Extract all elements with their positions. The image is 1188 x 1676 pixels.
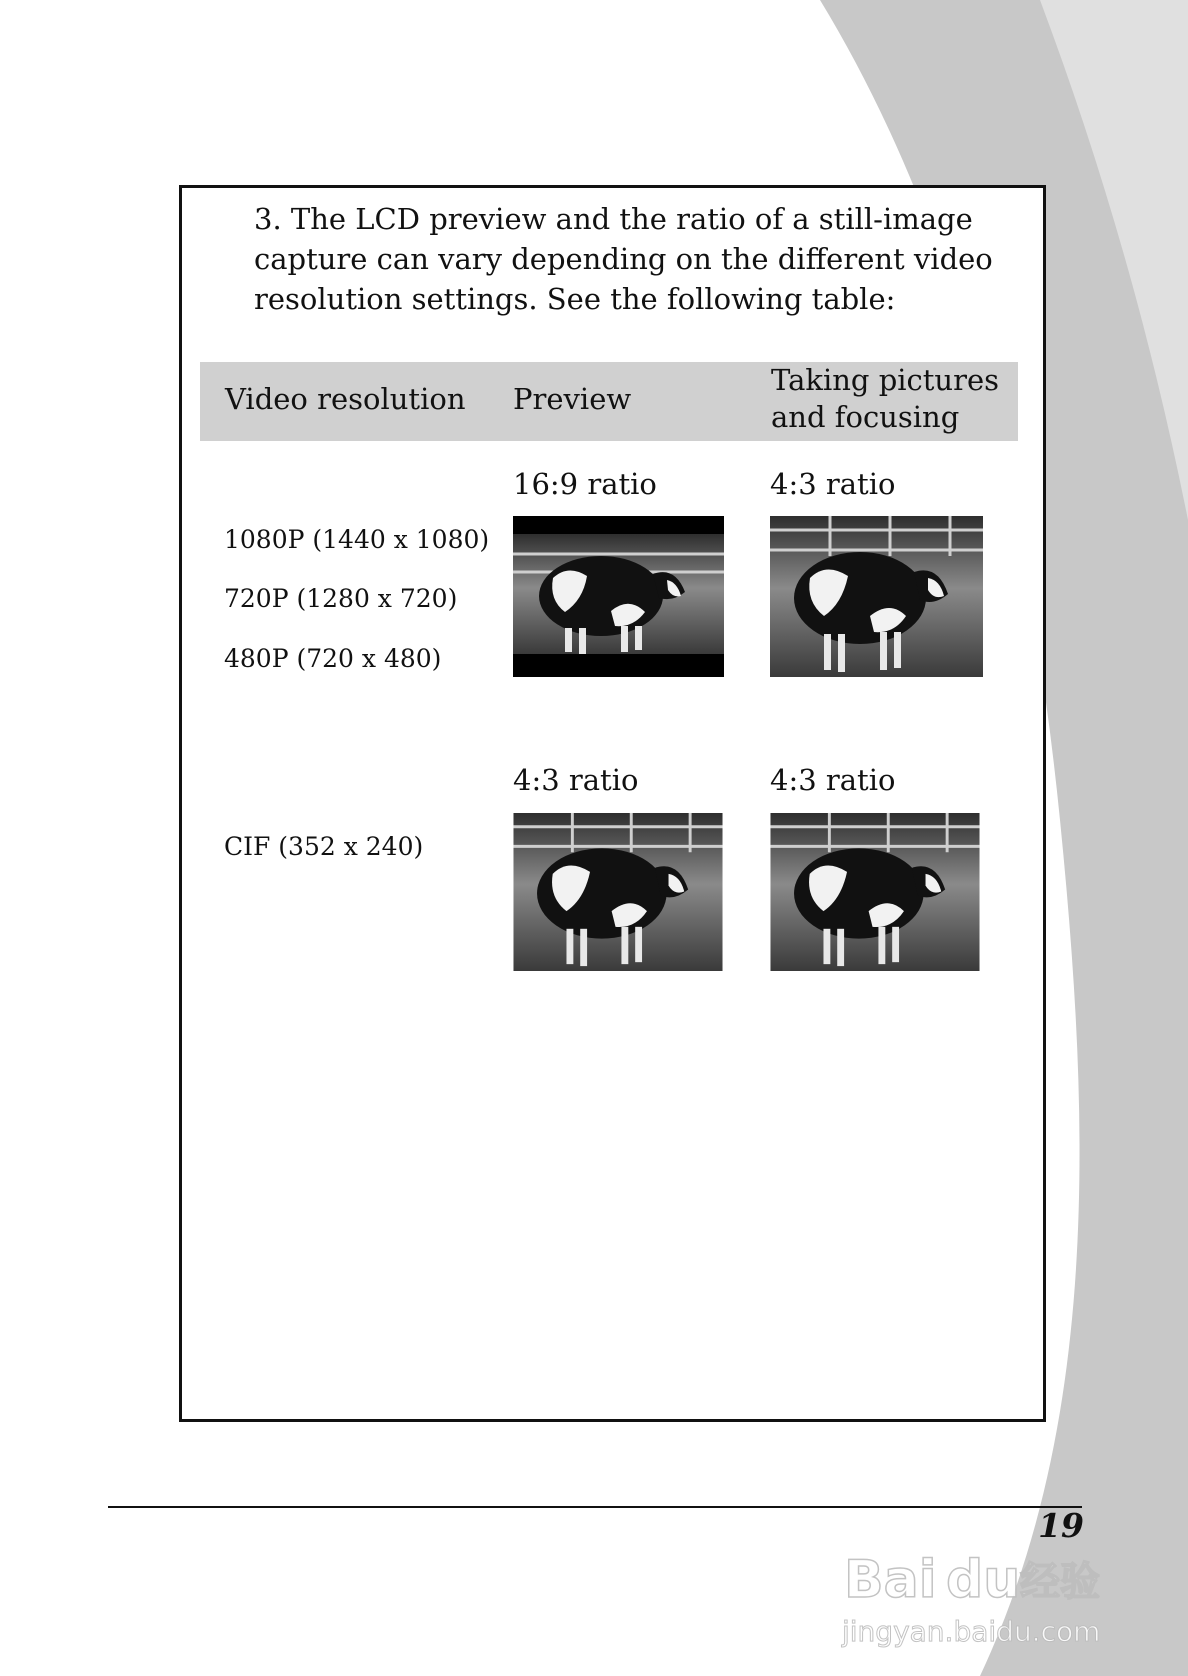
svg-text:经验: 经验 [1020, 1559, 1100, 1605]
cow-taking-image-cif [770, 813, 980, 971]
header-preview: Preview [513, 382, 632, 416]
resolution-720p: 720P (1280 x 720) [224, 584, 458, 613]
cow-preview-image-16-9 [513, 516, 724, 677]
svg-text:du: du [946, 1550, 1021, 1610]
svg-text:Bai: Bai [844, 1550, 937, 1610]
header-video-resolution: Video resolution [225, 382, 466, 416]
svg-text:jingyan.baidu.com: jingyan.baidu.com [842, 1615, 1101, 1648]
resolution-1080p: 1080P (1440 x 1080) [224, 525, 490, 554]
baidu-watermark-logo [840, 1505, 1120, 1655]
resolution-480p: 480P (720 x 480) [224, 644, 442, 673]
taking-ratio-label-cif: 4:3 ratio [770, 763, 896, 797]
taking-ratio-label: 4:3 ratio [770, 467, 896, 501]
cow-taking-image-4-3 [770, 516, 983, 677]
cow-preview-image-cif [513, 813, 723, 971]
resolution-cif: CIF (352 x 240) [224, 832, 424, 861]
page-number: 19 [1038, 1506, 1084, 1545]
preview-ratio-label-cif: 4:3 ratio [513, 763, 639, 797]
preview-ratio-label: 16:9 ratio [513, 467, 657, 501]
header-taking-pictures: Taking pictures and focusing [771, 363, 1000, 434]
intro-paragraph: 3. The LCD preview and the ratio of a still-image capture can vary depending on the different video resolution settings. See the following table: [254, 202, 993, 316]
